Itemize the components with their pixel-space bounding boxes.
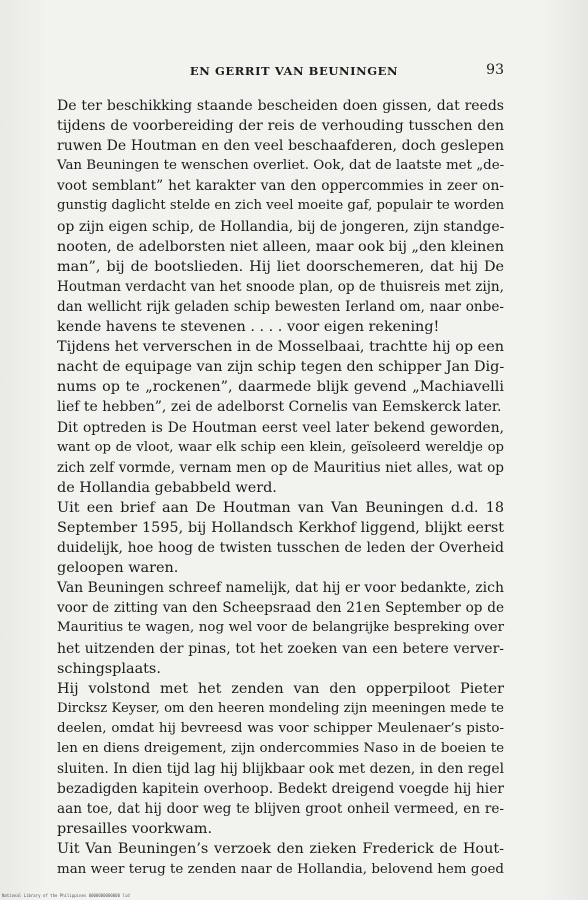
text-line: deelen, omdat hij bevreesd was voor schipper Meulenaer’s pisto- [57,720,504,736]
text-line: September 1595, bij Hollandsch Kerkhof liggend, blijkt eerst [57,519,504,536]
text-line: de Hollandia gebabbeld werd. [57,479,277,496]
text-line: gunstig daglicht stelde en zich veel moeite gaf, populair te worden [57,198,505,214]
text-line: het uitzenden der pinas, tot het zoeken van een betere verver- [57,640,504,657]
text-line: voot semblant” het karakter van den oppercommies in zeer on- [57,178,504,195]
text-line: Mauritius te wagen, nog wel voor de belangrijke bespreking over [57,620,504,636]
text-line: Van Beuningen te wenschen overliet. Ook, dat de laatste met „de- [57,158,505,174]
text-line: man weer terug te zenden naar de Hollandia, belovend hem goed [57,861,504,877]
text-line: sluiten. In dien tijd lag hij blijkbaar ook met dezen, in den regel [57,761,504,778]
text-line: Hij volstond met het zenden van den opperpiloot Pieter [57,680,504,697]
text-line: Uit een brief aan De Houtman van Van Beuningen d.d. 18 [57,499,504,516]
text-line: op zijn eigen schip, de Hollandia, bij de jongeren, zijn standge- [57,218,505,235]
text-line: geloopen waren. [57,560,179,577]
page-number: 93 [486,62,504,78]
text-line: voor de zitting van den Scheepsraad den 21en September op de [57,600,504,617]
page-header [0,62,588,82]
text-line: nums op te „rockenen”, daarmede blijk gevend „Machiavelli [57,379,504,396]
text-line: schingsplaats. [57,660,161,677]
text-line: nooten, de adelborsten niet alleen, maar ook bij „den kleinen [57,238,505,255]
text-line: Dit optreden is De Houtman eerst veel later bekend geworden, [57,419,504,436]
text-line: Tijdens het ververschen in de Mosselbaai, trachtte hij op een [57,339,504,356]
text-line: man”, bij de bootslieden. Hij liet doorschemeren, dat hij De [57,258,504,275]
text-line: aan toe, dat hij door weg te blijven groot onheil vermeed, en re- [57,801,504,818]
text-line: dan wellicht rijk geladen schip bewesten Ierland om, naar onbe- [57,298,504,315]
text-line: ruwen De Houtman en den veel beschaafderen, doch geslepen [57,138,504,155]
text-line: presailles voorkwam. [57,821,213,838]
body-text [57,96,504,880]
text-line: Van Beuningen schreef namelijk, dat hij er voor bedankte, zich [57,580,504,597]
text-line: De ter beschikking staande bescheiden doen gissen, dat reeds [57,98,504,114]
running-title: EN GERRIT VAN BEUNINGEN [189,64,399,78]
text-line: nacht de equipage van zijn schip tegen den schipper Jan Dig- [57,359,505,376]
text-line: Houtman verdacht van het snoode plan, op de thuisreis met zijn, [57,278,504,295]
text-line: len en diens dreigement, zijn ondercommies Naso in de boeien te [57,741,504,756]
text-line: Dircksz Keyser, om den heeren mondeling zijn meeningen mede te [57,700,504,716]
scan-footer: National Library of the Philippines 0000000000000 lid [2,893,130,898]
text-line: zich zelf vormde, vernam men op de Mauritius niet alles, wat op [57,459,504,476]
text-line: tijdens de voorbereiding der reis de verhouding tusschen den [57,118,504,135]
text-line: bezadigden kapitein overhoop. Bedekt dreigend voegde hij hier [57,781,504,798]
text-line: duidelijk, hoe hoog de twisten tusschen de leden der Overheid [57,540,504,557]
text-line: Uit Van Beuningen’s verzoek den zieken Frederick de Hout- [57,841,504,858]
text-line: lief te hebben”, zei de adelborst Cornelis van Eemskerck later. [57,399,502,416]
text-line: kende havens te stevenen . . . . voor eigen rekening! [57,319,440,336]
text-line: want op de vloot, waar elk schip een klein, geïsoleerd wereldje op [57,439,504,455]
